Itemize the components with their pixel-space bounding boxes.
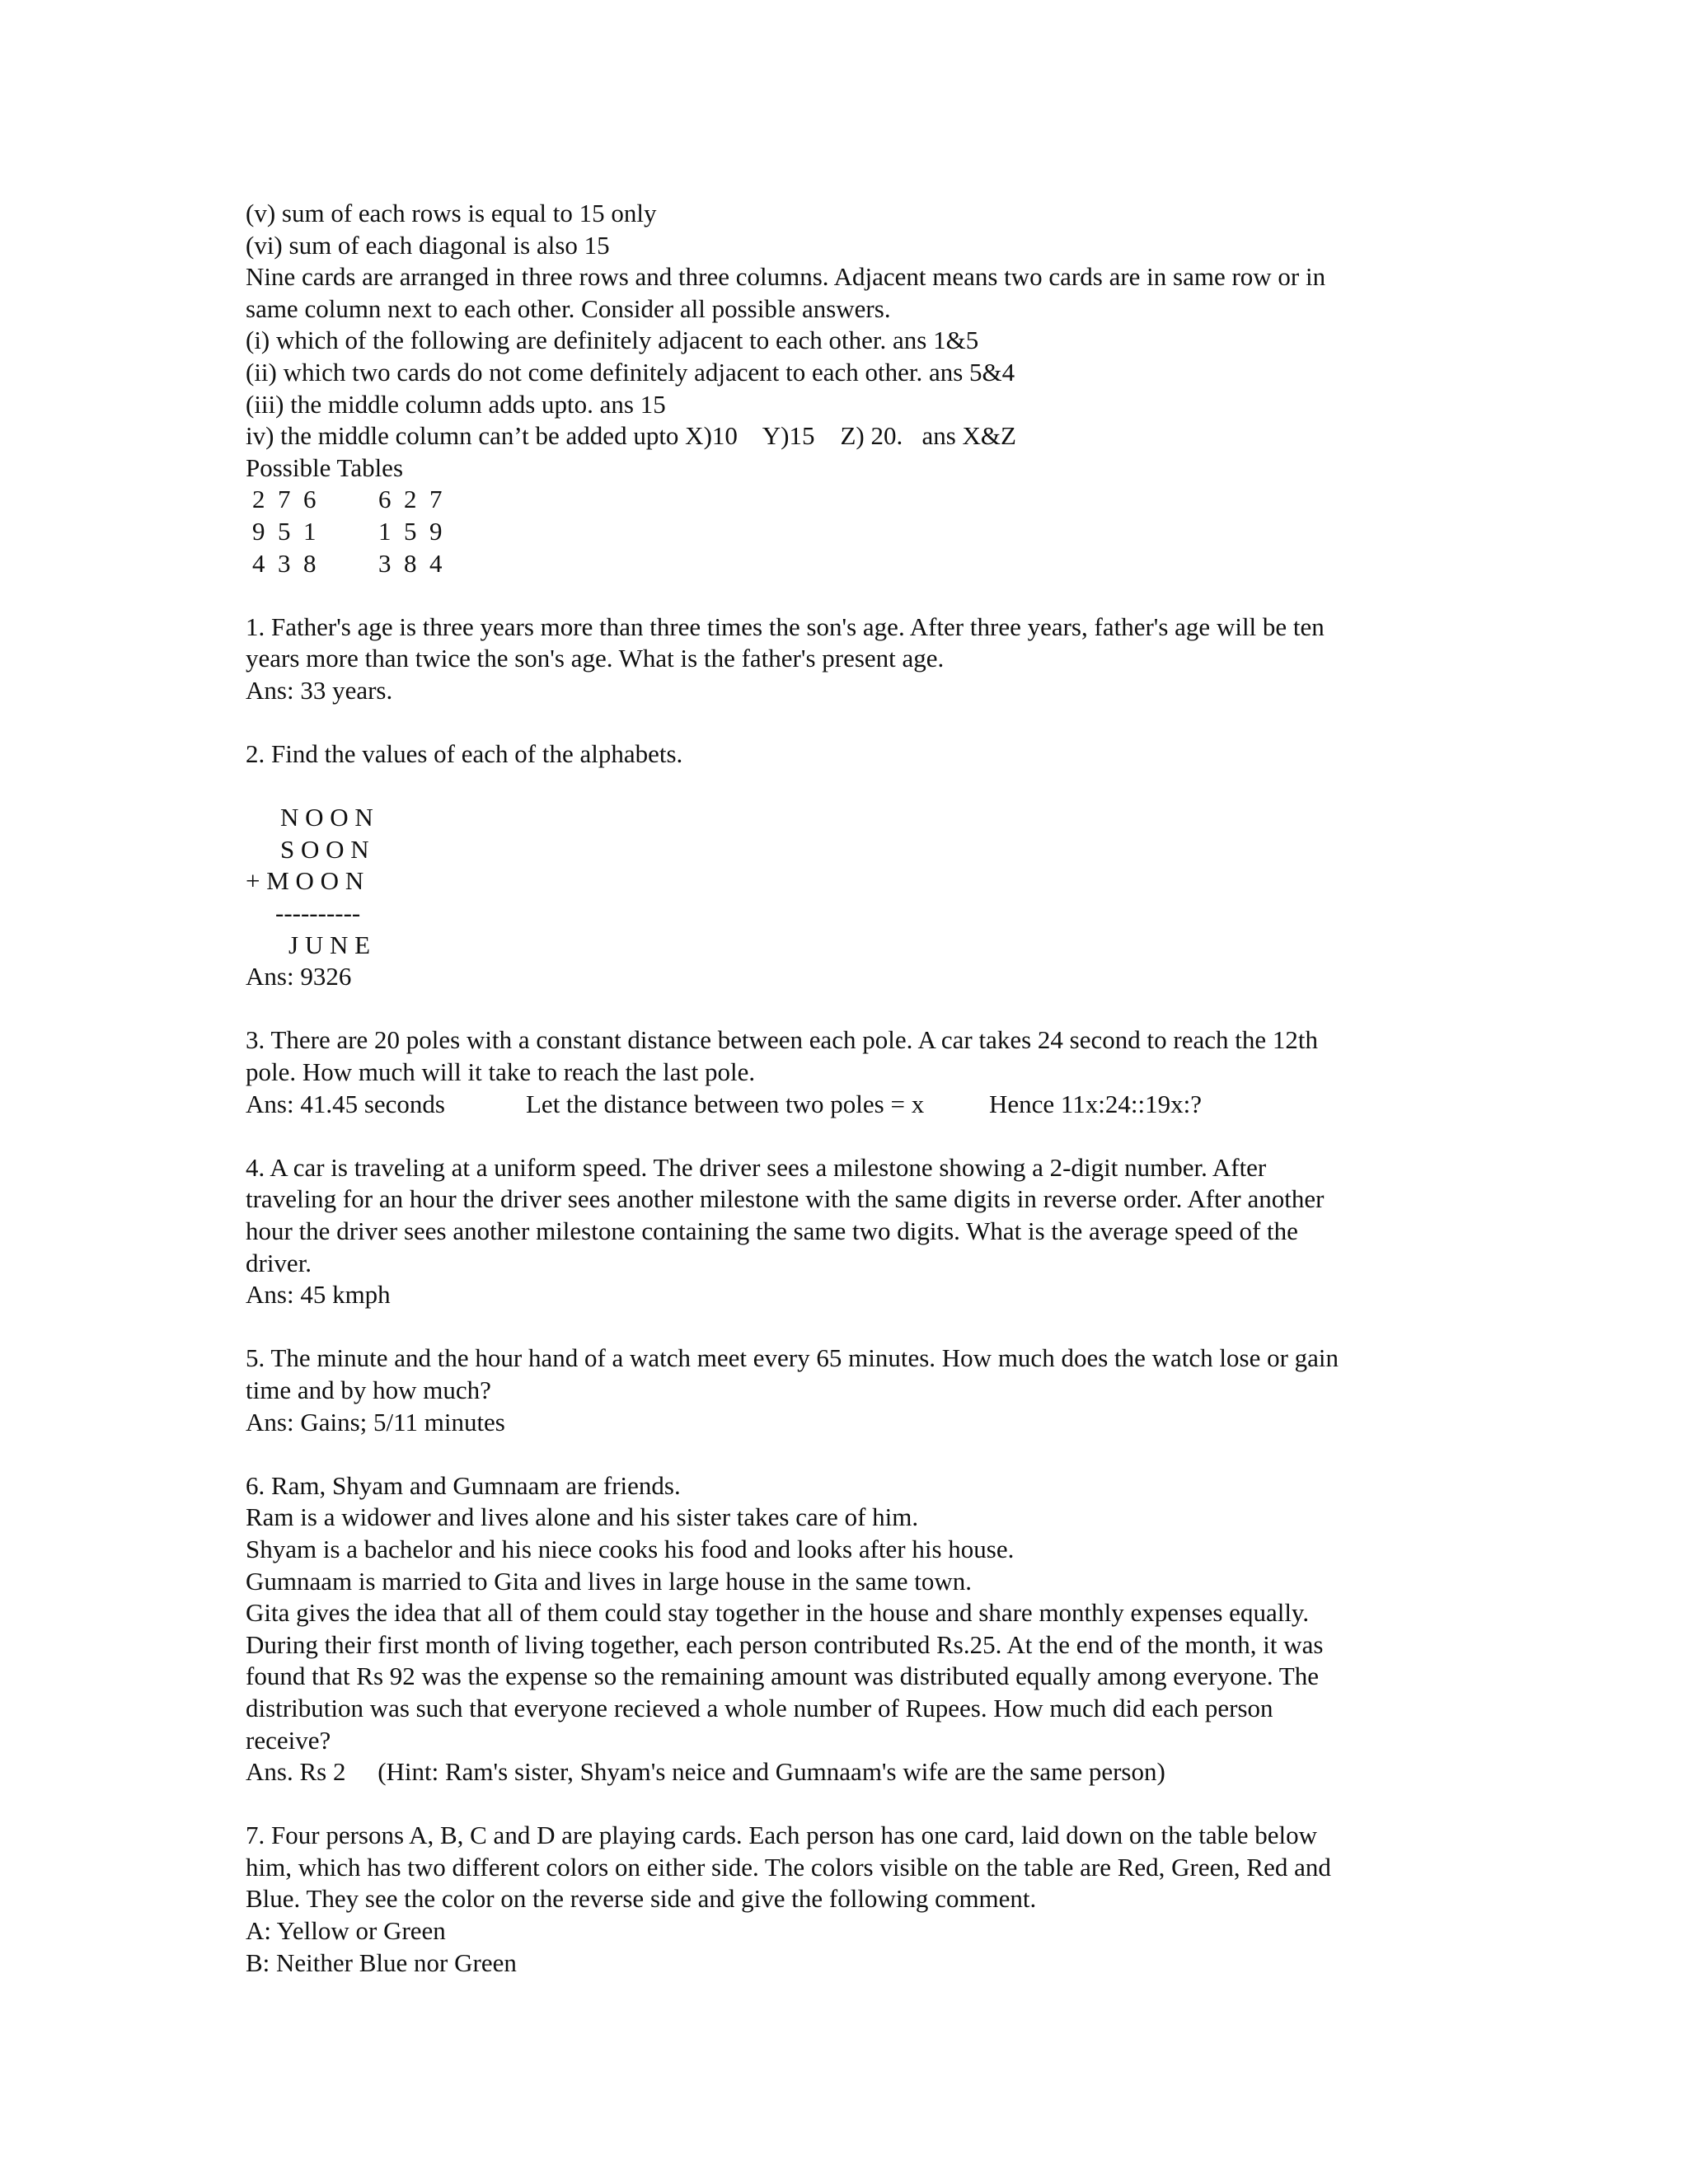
question-2 bbox=[246, 738, 1441, 993]
text-line: traveling for an hour the driver sees another milestone with the same digits in reverse order. After another bbox=[246, 1184, 1325, 1214]
text-line: 7. Four persons A, B, C and D are playing cards. Each person has one card, laid down on the table below bbox=[246, 1821, 1317, 1850]
table-row: 2 7 6 bbox=[252, 485, 316, 514]
text-line: hour the driver sees another milestone containing the same two digits. What is the average speed of the bbox=[246, 1216, 1298, 1245]
text-line: Ram is a widower and lives alone and his sister takes care of him. bbox=[246, 1502, 919, 1532]
text-line: Gumnaam is married to Gita and lives in large house in the same town. bbox=[246, 1566, 973, 1596]
intro-section bbox=[246, 198, 1441, 579]
answer-line: Ans: 45 kmph bbox=[246, 1280, 391, 1310]
text-line: Gita gives the idea that all of them could stay together in the house and share monthly expenses equally. bbox=[246, 1598, 1310, 1628]
table-grid-1 bbox=[246, 484, 372, 579]
text-line: distribution was such that everyone recieved a whole number of Rupees. How much did each person bbox=[246, 1693, 1273, 1722]
text-line: During their first month of living together, each person contributed Rs.25. At the end of the month, it was bbox=[246, 1629, 1324, 1659]
table-row: 9 5 1 bbox=[252, 516, 316, 546]
table-row: 4 3 8 bbox=[252, 548, 316, 578]
puzzle-row: S O O N bbox=[280, 834, 369, 864]
text-line: 4. A car is traveling at a uniform speed. The driver sees a milestone showing a 2-digit number. After bbox=[246, 1152, 1267, 1182]
question-3 bbox=[246, 1024, 1441, 1120]
answer-line: Ans: 33 years. bbox=[246, 675, 393, 705]
text-line: Shyam is a bachelor and his niece cooks his food and looks after his house. bbox=[246, 1534, 1015, 1563]
text-line: Nine cards are arranged in three rows and three columns. Adjacent means two cards are in same row or in bbox=[246, 262, 1326, 292]
answer-line: Ans. Rs 2 (Hint: Ram's sister, Shyam's neice and Gumnaam's wife are the same person) bbox=[246, 1757, 1165, 1787]
question-7 bbox=[246, 1820, 1441, 1979]
table-row: 1 5 9 bbox=[378, 516, 443, 546]
text-line: (iii) the middle column adds upto. ans 15 bbox=[246, 389, 666, 419]
text-line: same column next to each other. Consider all possible answers. bbox=[246, 293, 891, 323]
text-line: him, which has two different colors on either side. The colors visible on the table are Red, Green, Red and bbox=[246, 1852, 1331, 1882]
puzzle-divider: ---------- bbox=[275, 898, 361, 928]
answer-line bbox=[246, 1089, 1441, 1121]
text-line: 5. The minute and the hour hand of a watch meet every 65 minutes. How much does the watch lose or gain bbox=[246, 1343, 1339, 1373]
answer-line: Ans: Gains; 5/11 minutes bbox=[246, 1407, 505, 1436]
possible-tables bbox=[246, 484, 1441, 579]
document-page bbox=[246, 198, 1441, 1979]
text-line: 6. Ram, Shyam and Gumnaam are friends. bbox=[246, 1470, 681, 1500]
text-line: pole. How much will it take to reach the last pole. bbox=[246, 1057, 756, 1087]
text-line: (ii) which two cards do not come definitely adjacent to each other. ans 5&4 bbox=[246, 357, 1015, 387]
text-line: A: Yellow or Green bbox=[246, 1916, 446, 1946]
puzzle-row: + M O O N bbox=[246, 866, 364, 896]
text-line: (i) which of the following are definitely adjacent to each other. ans 1&5 bbox=[246, 326, 979, 355]
table-row: 3 8 4 bbox=[378, 548, 443, 578]
question-5 bbox=[246, 1343, 1441, 1438]
hint-text: Hence 11x:24::19x:? bbox=[989, 1089, 1202, 1118]
puzzle-row: J U N E bbox=[288, 930, 371, 959]
text-line: Possible Tables bbox=[246, 452, 404, 482]
text-line: B: Neither Blue nor Green bbox=[246, 1947, 517, 1977]
answer-line: Ans: 9326 bbox=[246, 962, 352, 991]
text-line: iv) the middle column can’t be added upto X)10 Y)15 Z) 20. ans X&Z bbox=[246, 421, 1016, 451]
hint-text: Let the distance between two poles = x bbox=[526, 1089, 925, 1118]
table-grid-2 bbox=[372, 484, 498, 579]
question-1 bbox=[246, 612, 1441, 707]
table-row: 6 2 7 bbox=[378, 485, 443, 514]
text-line: 1. Father's age is three years more than three times the son's age. After three years, father's age will be ten bbox=[246, 612, 1325, 641]
text-line: 2. Find the values of each of the alphabets. bbox=[246, 739, 683, 769]
answer-text: Ans: 41.45 seconds bbox=[246, 1089, 445, 1118]
text-line: (vi) sum of each diagonal is also 15 bbox=[246, 230, 610, 260]
text-line: found that Rs 92 was the expense so the remaining amount was distributed equally among everyone. The bbox=[246, 1661, 1319, 1691]
puzzle-row: N O O N bbox=[280, 803, 373, 832]
question-4 bbox=[246, 1152, 1441, 1311]
text-line: (v) sum of each rows is equal to 15 only bbox=[246, 199, 657, 227]
question-6 bbox=[246, 1470, 1441, 1788]
text-line: Blue. They see the color on the reverse side and give the following comment. bbox=[246, 1884, 1037, 1914]
text-line: driver. bbox=[246, 1248, 312, 1277]
text-line: time and by how much? bbox=[246, 1375, 491, 1404]
text-line: years more than twice the son's age. What is the father's present age. bbox=[246, 644, 945, 673]
text-line: 3. There are 20 poles with a constant distance between each pole. A car takes 24 second to reach the 12th bbox=[246, 1025, 1318, 1055]
text-line: receive? bbox=[246, 1725, 331, 1755]
alphabet-puzzle bbox=[246, 802, 1441, 961]
